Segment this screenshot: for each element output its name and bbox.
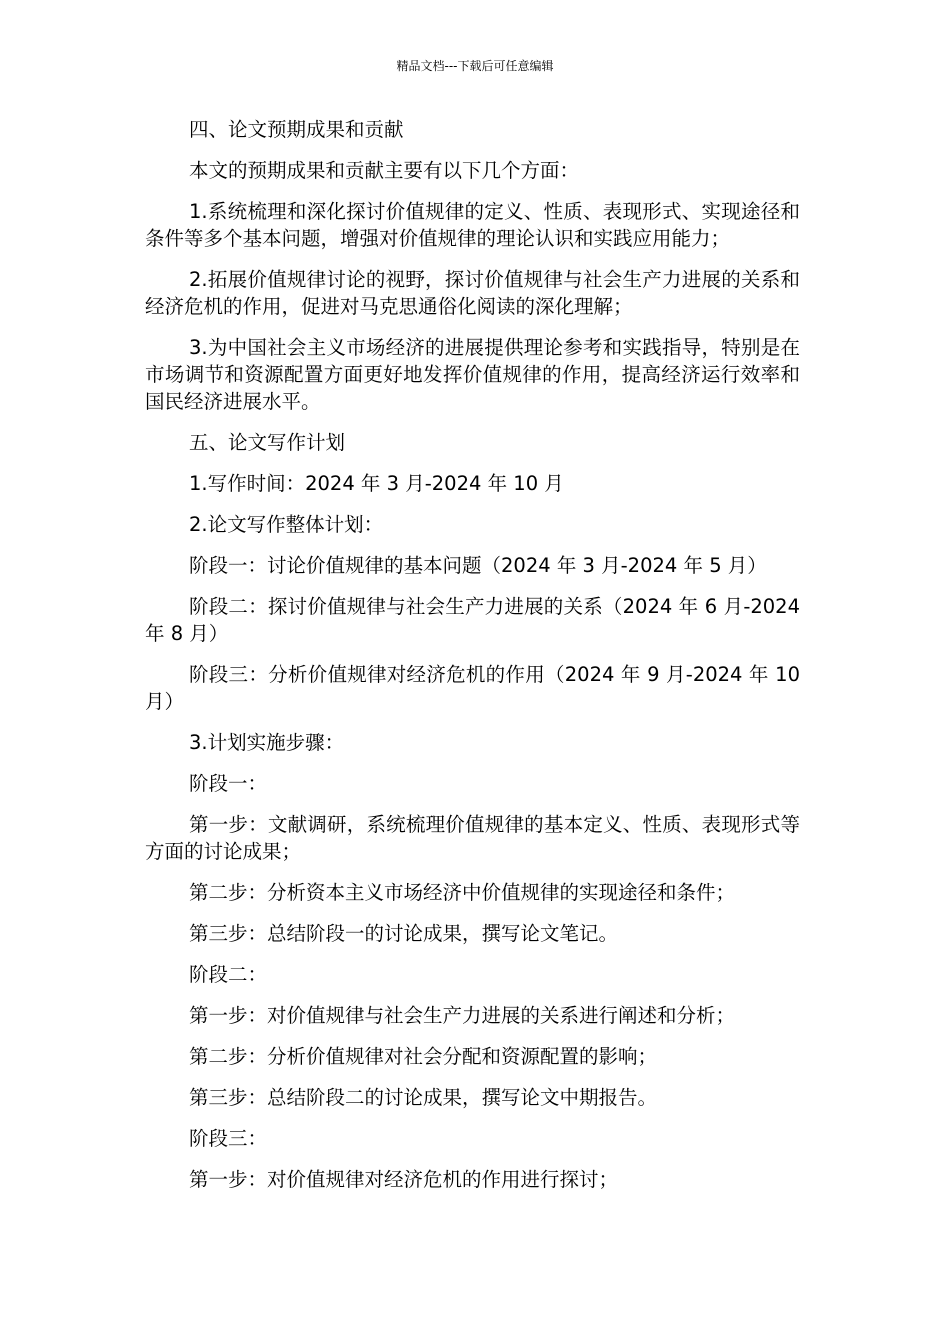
paragraph-overall-plan: 2.论文写作整体计划： <box>189 513 384 536</box>
paragraph-stage-2-label: 阶段二： <box>189 963 268 986</box>
section-heading-expected-results: 四、论文预期成果和贡献 <box>189 118 404 141</box>
paragraph-stage-1: 阶段一：讨论价值规律的基本问题（2024 年 3 月-2024 年 5 月） <box>189 554 767 577</box>
paragraph-contribution-2: 2.拓展价值规律讨论的视野，探讨价值规律与社会生产力进展的关系和经济危机的作用，促进对马克思通俗化阅读的深化理解； <box>145 268 800 318</box>
paragraph-stage-1-step-2: 第二步：分析资本主义市场经济中价值规律的实现途径和条件； <box>189 881 736 904</box>
paragraph-contribution-1: 1.系统梳理和深化探讨价值规律的定义、性质、表现形式、实现途径和条件等多个基本问题，增强对价值规律的理论认识和实践应用能力； <box>145 200 800 250</box>
section-heading-writing-plan: 五、论文写作计划 <box>189 431 346 454</box>
paragraph-stage-1-step-3: 第三步：总结阶段一的讨论成果，撰写论文笔记。 <box>189 922 619 945</box>
paragraph-stage-2-step-3: 第三步：总结阶段二的讨论成果，撰写论文中期报告。 <box>189 1086 658 1109</box>
paragraph-stage-2-step-1: 第一步：对价值规律与社会生产力进展的关系进行阐述和分析； <box>189 1004 736 1027</box>
paragraph-intro: 本文的预期成果和贡献主要有以下几个方面： <box>189 159 580 182</box>
paragraph-writing-time: 1.写作时间：2024 年 3 月-2024 年 10 月 <box>189 472 564 495</box>
paragraph-stage-1-step-1: 第一步：文献调研，系统梳理价值规律的基本定义、性质、表现形式等方面的讨论成果； <box>145 813 800 863</box>
paragraph-stage-2: 阶段二：探讨价值规律与社会生产力进展的关系（2024 年 6 月-2024 年 8 月） <box>145 595 800 645</box>
paragraph-stage-3-step-1: 第一步：对价值规律对经济危机的作用进行探讨； <box>189 1168 619 1191</box>
document-body <box>145 116 800 1207</box>
paragraph-stage-3-label: 阶段三： <box>189 1127 268 1150</box>
paragraph-stage-3: 阶段三：分析价值规律对经济危机的作用（2024 年 9 月-2024 年 10 月） <box>145 663 800 713</box>
paragraph-implementation-steps: 3.计划实施步骤： <box>189 731 345 754</box>
page-header: 精品文档---下载后可任意编辑 <box>396 59 554 73</box>
paragraph-contribution-3: 3.为中国社会主义市场经济的进展提供理论参考和实践指导，特别是在市场调节和资源配置方面更好地发挥价值规律的作用，提高经济运行效率和国民经济进展水平。 <box>145 336 800 413</box>
paragraph-stage-2-step-2: 第二步：分析价值规律对社会分配和资源配置的影响； <box>189 1045 658 1068</box>
paragraph-stage-1-label: 阶段一： <box>189 772 268 795</box>
